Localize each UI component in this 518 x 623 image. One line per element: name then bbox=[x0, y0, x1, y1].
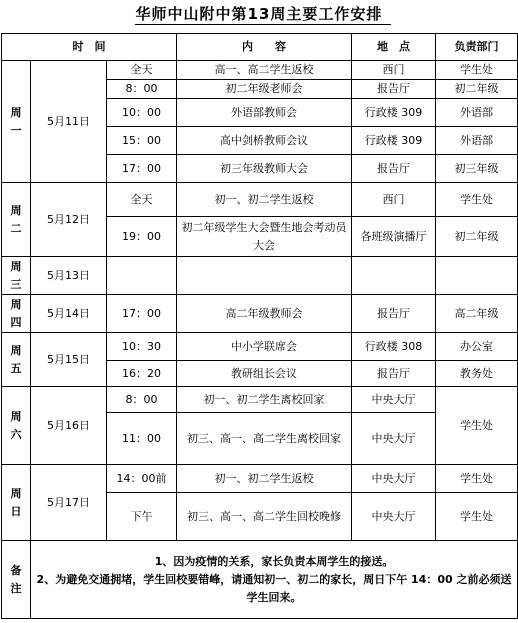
row-dept: 学生处 bbox=[436, 387, 518, 465]
day-name: 周 二 bbox=[2, 183, 31, 257]
table-row bbox=[2, 183, 518, 217]
row-time: 11：00 bbox=[107, 413, 177, 465]
notes-label: 备 注 bbox=[2, 541, 31, 619]
row-place: 西门 bbox=[352, 183, 436, 217]
row-content: 教研组长会议 bbox=[177, 361, 352, 387]
day-name: 周 四 bbox=[2, 295, 31, 333]
row-time: 17：00 bbox=[107, 155, 177, 183]
row-place: 中央大厅 bbox=[352, 413, 436, 465]
row-dept: 初二年级 bbox=[436, 217, 518, 257]
row-dept: 教务处 bbox=[436, 361, 518, 387]
row-dept: 外语部 bbox=[436, 99, 518, 127]
row-place: 行政楼 308 bbox=[352, 333, 436, 361]
day-date: 5月17日 bbox=[31, 465, 107, 541]
day-date: 5月15日 bbox=[31, 333, 107, 387]
row-place: 报告厅 bbox=[352, 295, 436, 333]
header-time: 时 间 bbox=[2, 34, 177, 61]
row-time bbox=[107, 257, 177, 295]
row-time: 10：00 bbox=[107, 99, 177, 127]
row-time: 8：00 bbox=[107, 80, 177, 99]
day-name: 周 三 bbox=[2, 257, 31, 295]
title-underline bbox=[135, 24, 391, 25]
row-content: 初三年级教师大会 bbox=[177, 155, 352, 183]
row-dept: 办公室 bbox=[436, 333, 518, 361]
table-row bbox=[2, 387, 518, 413]
day-date: 5月12日 bbox=[31, 183, 107, 257]
row-dept bbox=[436, 257, 518, 295]
row-dept: 学生处 bbox=[436, 183, 518, 217]
row-time: 全天 bbox=[107, 61, 177, 80]
note-2: 2、为避免交通拥堵，学生回校要错峰，请通知初一、初二的家长，周日下午 14：00 之前必须送学生回来。 bbox=[36, 572, 512, 604]
row-place: 行政楼 309 bbox=[352, 127, 436, 155]
row-place: 中央大厅 bbox=[352, 387, 436, 413]
row-place: 西门 bbox=[352, 61, 436, 80]
table-row bbox=[2, 333, 518, 361]
row-time: 10：30 bbox=[107, 333, 177, 361]
day-date: 5月11日 bbox=[31, 61, 107, 183]
row-place: 行政楼 309 bbox=[352, 99, 436, 127]
row-content: 外语部教师会 bbox=[177, 99, 352, 127]
note-1: 1、因为疫情的关系，家长负责本周学生的接送。 bbox=[154, 554, 394, 568]
row-time: 全天 bbox=[107, 183, 177, 217]
row-time: 16：20 bbox=[107, 361, 177, 387]
row-time: 14：00前 bbox=[107, 465, 177, 493]
row-place: 中央大厅 bbox=[352, 493, 436, 541]
day-date: 5月14日 bbox=[31, 295, 107, 333]
day-name: 周 日 bbox=[2, 465, 31, 541]
row-dept: 高二年级 bbox=[436, 295, 518, 333]
row-content: 初一、初二学生离校回家 bbox=[177, 387, 352, 413]
page-title: 华师中山附中第13周主要工作安排 bbox=[135, 5, 383, 23]
header-dept: 负责部门 bbox=[436, 34, 518, 61]
day-date: 5月16日 bbox=[31, 387, 107, 465]
row-time: 17：00 bbox=[107, 295, 177, 333]
table-row bbox=[2, 465, 518, 493]
row-place: 各班级演播厅 bbox=[352, 217, 436, 257]
table-row bbox=[2, 61, 518, 80]
header-place: 地 点 bbox=[352, 34, 436, 61]
day-name: 周 六 bbox=[2, 387, 31, 465]
day-date: 5月13日 bbox=[31, 257, 107, 295]
notes-row bbox=[2, 541, 518, 619]
notes-cell bbox=[31, 541, 518, 619]
day-name: 周 一 bbox=[2, 61, 31, 183]
row-time: 19：00 bbox=[107, 217, 177, 257]
row-content: 初三、高一、高二学生回校晚修 bbox=[177, 493, 352, 541]
row-content: 初一、初二学生返校 bbox=[177, 465, 352, 493]
schedule-table bbox=[1, 33, 518, 619]
row-dept: 学生处 bbox=[436, 493, 518, 541]
header-row bbox=[2, 34, 518, 61]
row-dept: 初三年级 bbox=[436, 155, 518, 183]
row-time: 下午 bbox=[107, 493, 177, 541]
day-name: 周 五 bbox=[2, 333, 31, 387]
row-place: 中央大厅 bbox=[352, 465, 436, 493]
table-row bbox=[2, 257, 518, 295]
row-content: 高中剑桥教师会议 bbox=[177, 127, 352, 155]
row-content: 中小学联席会 bbox=[177, 333, 352, 361]
row-place: 报告厅 bbox=[352, 155, 436, 183]
row-content bbox=[177, 257, 352, 295]
row-dept: 学生处 bbox=[436, 61, 518, 80]
row-place: 报告厅 bbox=[352, 80, 436, 99]
header-content: 内 容 bbox=[177, 34, 352, 61]
table-row bbox=[2, 295, 518, 333]
row-place: 报告厅 bbox=[352, 361, 436, 387]
row-content: 初二年级老师会 bbox=[177, 80, 352, 99]
row-dept: 初二年级 bbox=[436, 80, 518, 99]
row-content: 高二年级教师会 bbox=[177, 295, 352, 333]
row-content: 初一、初二学生返校 bbox=[177, 183, 352, 217]
row-time: 8：00 bbox=[107, 387, 177, 413]
row-place bbox=[352, 257, 436, 295]
row-content: 初三、高一、高二学生离校回家 bbox=[177, 413, 352, 465]
row-dept: 外语部 bbox=[436, 127, 518, 155]
row-content: 初二年级学生大会暨生地会考动员大会 bbox=[177, 217, 352, 257]
row-content: 高一、高二学生返校 bbox=[177, 61, 352, 80]
row-dept: 学生处 bbox=[436, 465, 518, 493]
row-time: 15：00 bbox=[107, 127, 177, 155]
